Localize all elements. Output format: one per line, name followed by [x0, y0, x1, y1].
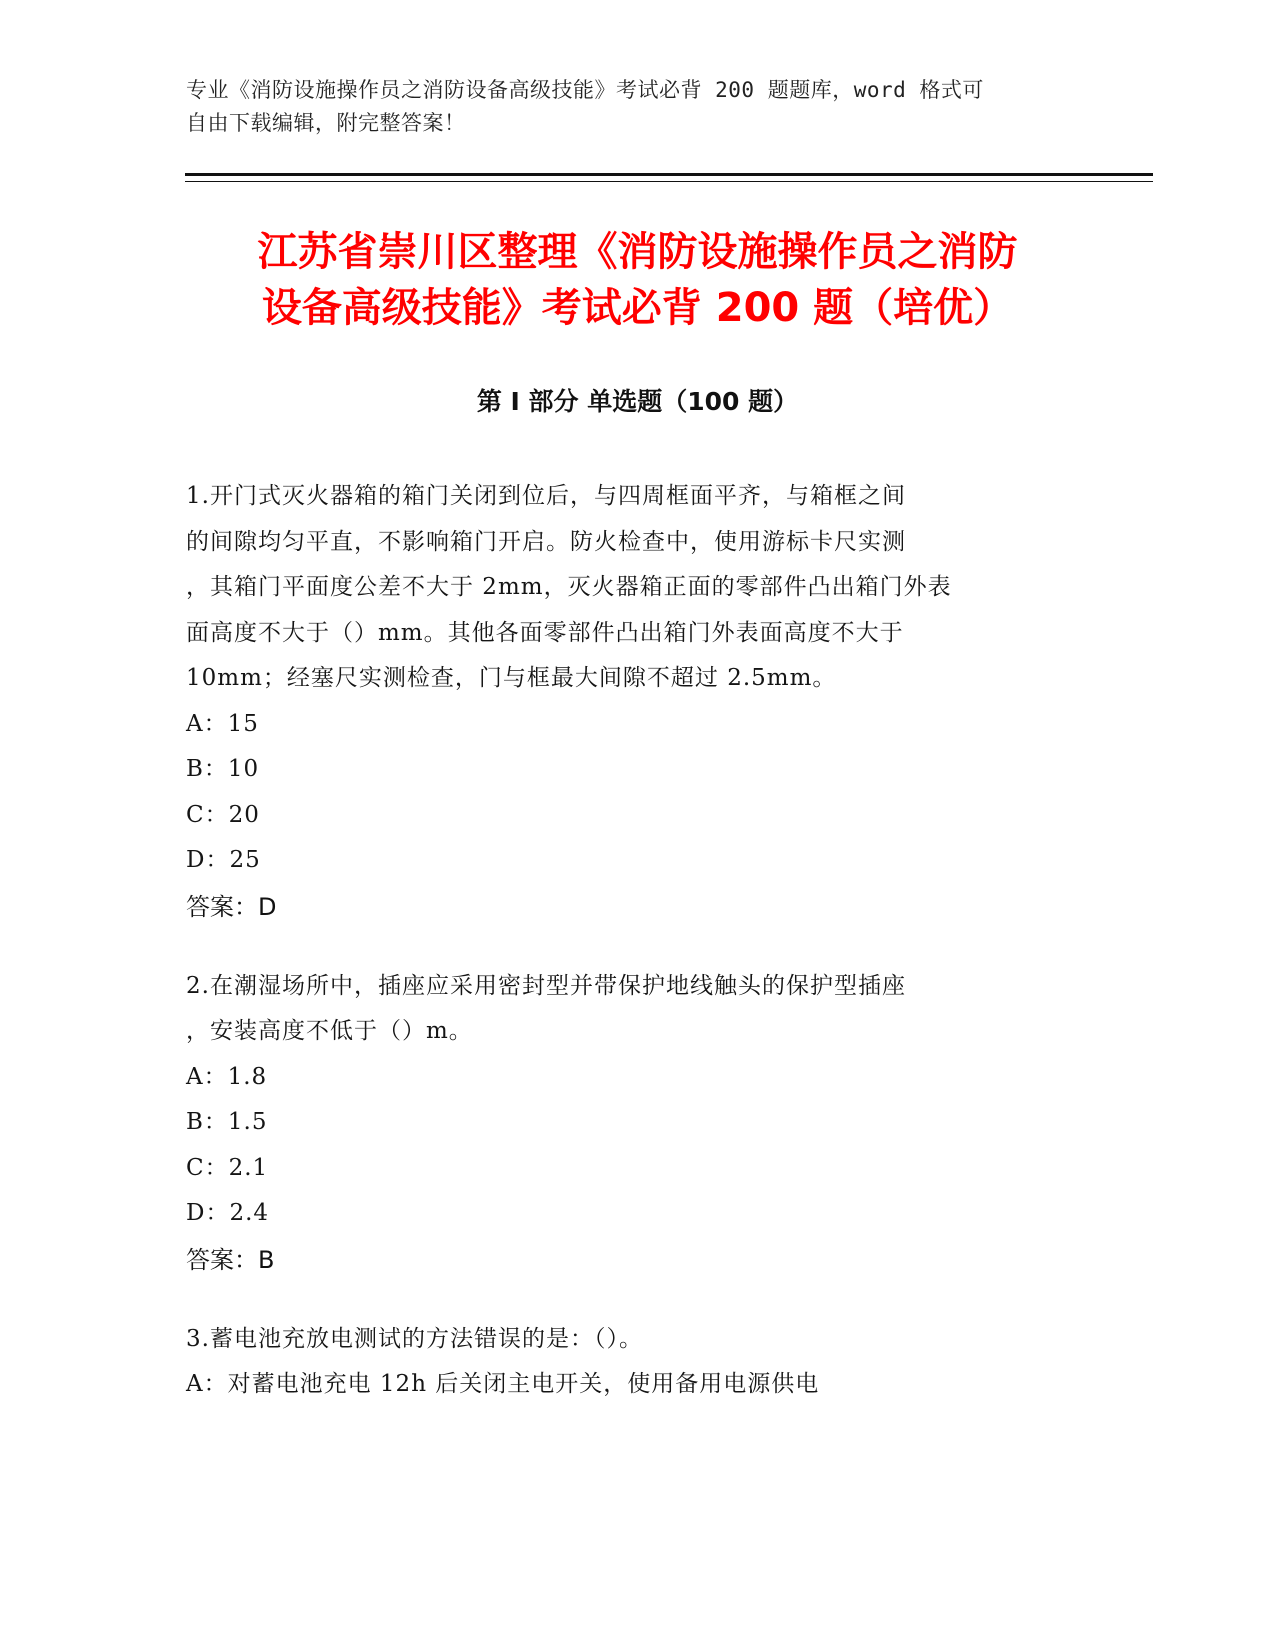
header-divider-thick	[185, 173, 1153, 176]
option-d: D：25	[186, 847, 261, 873]
option-a: A：15	[186, 710, 259, 737]
question-stem-line: 10mm；经塞尺实测检查，门与框最大间隙不超过 2.5mm。	[186, 665, 837, 691]
question-stem-line: 2.在潮湿场所中，插座应采用密封型并带保护地线触头的保护型插座	[186, 972, 906, 999]
option-d: D：2.4	[186, 1200, 270, 1226]
option-c: C：20	[186, 801, 260, 828]
option-a: A：对蓄电池充电 12h 后关闭主电开关，使用备用电源供电	[186, 1371, 820, 1397]
answer: 答案：B	[186, 1245, 275, 1274]
document-title-line-1: 江苏省崇川区整理《消防设施操作员之消防	[257, 229, 1018, 275]
option-b: B：10	[186, 756, 260, 782]
question-stem-line: ，安装高度不低于（）m。	[186, 1018, 473, 1044]
option-b: B：1.5	[186, 1109, 268, 1135]
question-2	[186, 964, 1076, 1283]
question-stem-line: ，其箱门平面度公差不大于 2mm，灭火器箱正面的零部件凸出箱门外表	[186, 574, 952, 600]
answer: 答案：D	[186, 892, 277, 921]
question-stem-line: 面高度不大于（）mm。其他各面零部件凸出箱门外表面高度不大于	[186, 619, 904, 646]
header-note	[186, 74, 1066, 140]
option-a: A：1.8	[186, 1063, 268, 1090]
header-note-line-1: 专业《消防设施操作员之消防设备高级技能》考试必背 200 题题库，word 格式可	[186, 78, 984, 102]
question-list	[186, 474, 1076, 1442]
document-title	[150, 224, 1125, 336]
header-note-line-2: 自由下载编辑，附完整答案！	[186, 111, 466, 135]
question-stem-line: 1.开门式灭火器箱的箱门关闭到位后，与四周框面平齐，与箱框之间	[186, 483, 906, 509]
question-stem-line: 3.蓄电池充放电测试的方法错误的是：（）。	[186, 1325, 643, 1352]
question-stem-line: 的间隙均匀平直，不影响箱门开启。防火检查中，使用游标卡尺实测	[186, 528, 906, 555]
option-c: C：2.1	[186, 1154, 269, 1181]
document-title-line-2: 设备高级技能》考试必背 200 题（培优）	[261, 285, 1014, 331]
question-3	[186, 1317, 1076, 1408]
section-heading: 第 I 部分 单选题（100 题）	[476, 387, 799, 416]
header-divider-thin	[185, 181, 1153, 182]
question-1	[186, 474, 1076, 930]
